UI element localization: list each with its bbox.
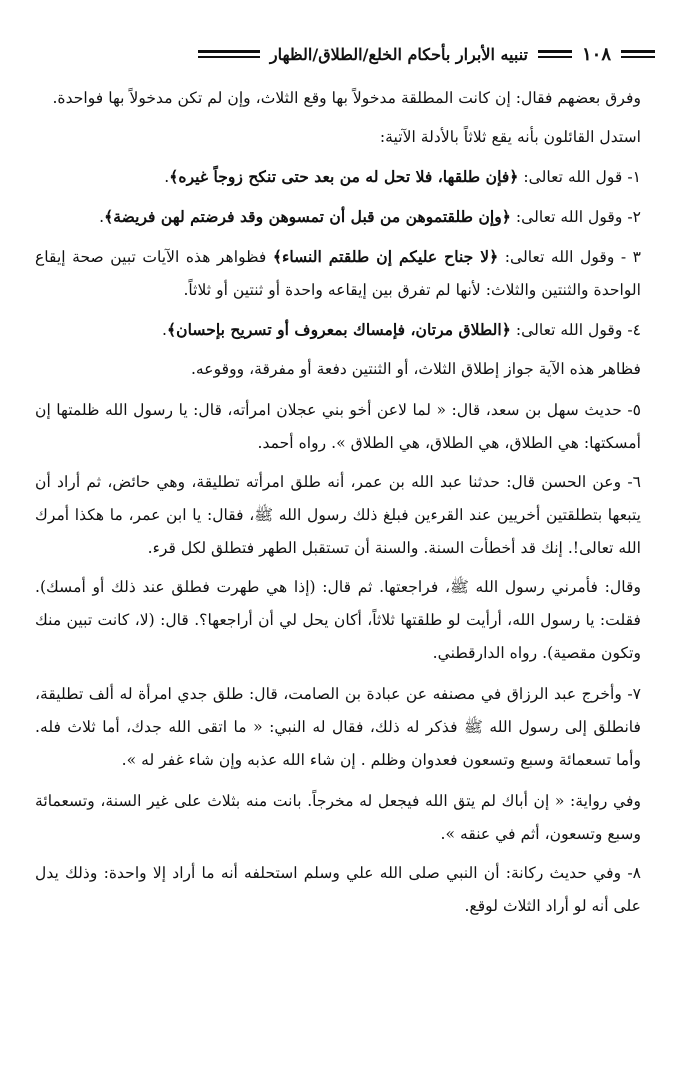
paragraph-text: استدل القائلون بأنه يقع ثلاثاً بالأدلة الآتية:: [379, 128, 641, 146]
paragraph-text: ٣ - وقول الله تعالى:: [498, 248, 642, 266]
paragraph: [35, 353, 641, 386]
paragraph-text: ٤- وقول الله تعالى:: [510, 321, 641, 339]
paragraph: [35, 466, 641, 565]
paragraph: [35, 857, 641, 923]
paragraph: [35, 82, 641, 115]
paragraph: [35, 200, 641, 234]
paragraph-text: .: [162, 321, 168, 339]
paragraph-text: ٨- وفي حديث ركانة: أن النبي صلى الله علي وسلم استحلفه أنه ما أراد إلا واحدة: وذلك يدل على أنه لو أراد الثلاث لوقع.: [35, 864, 641, 915]
paragraph-text: ٧- وأخرج عبد الرزاق في مصنفه عن عبادة بن الصامت، قال: طلق جدي امرأة له ألف تطليقة، فانطلق إلى رسول الله ﷺ فذكر له ذلك، فقال له النبي: « ما اتقى الله جدك، أما ثلاث فله. وأما تسعمائة وسبع وتسعون فعدوان وظلم . إن شاء الله عذبه وإن شاء غفر له ».: [35, 685, 641, 769]
paragraph: [35, 678, 641, 777]
body-text: [35, 82, 641, 929]
quran-verse: ﴿لا جناح عليكم إن طلقتم النساء﴾: [272, 247, 499, 266]
header-rule-middle: [538, 50, 572, 58]
paragraph: [35, 394, 641, 460]
paragraph-text: فظاهر هذه الآية جواز إطلاق الثلاث، أو الثنتين دفعة أو مفرقة، ووقوعه.: [190, 360, 641, 378]
paragraph-text: وقال: فأمرني رسول الله ﷺ، فراجعتها. ثم قال: (إذا هي طهرت فطلق عند ذلك أو أمسك). فقلت: يا رسول الله، أرأيت لو طلقتها ثلاثاً، أكان يحل لي أن أراجعها؟. قال: (لا، كانت تبين منك وتكون مقصية). رواه الدارقطني.: [35, 578, 641, 662]
paragraph-text: ٥- حديث سهل بن سعد، قال: « لما لاعن أخو بني عجلان امرأته، قال: يا رسول الله ظلمتها إن أمسكتها: هي الطلاق، هي الطلاق، هي الطلاق ». رواه أحمد.: [35, 401, 641, 452]
paragraph-text: ٢- وقول الله تعالى:: [510, 208, 641, 226]
paragraph-text: وفرق بعضهم فقال: إن كانت المطلقة مدخولاً بها وقع الثلاث، وإن لم تكن مدخولاً بها فواحدة.: [52, 89, 641, 107]
page-number: ١٠٨: [581, 43, 611, 65]
book-title: تنبيه الأبرار بأحكام الخلع/الطلاق/الظهار: [269, 44, 528, 64]
paragraph-text: ١- قول الله تعالى:: [518, 168, 641, 186]
quran-verse: ﴿الطلاق مرتان، فإمساك بمعروف أو تسريح بإحسان﴾: [167, 320, 511, 339]
header-rule-right: [621, 50, 655, 58]
paragraph: [35, 571, 641, 670]
paragraph-text: وفي رواية: « إن أباك لم يتق الله فيجعل له مخرجاً. بانت منه بثلاث على غير السنة، وتسعمائة وسبع وتسعون، أثم في عنقه ».: [35, 792, 641, 843]
paragraph-text: فظواهر هذه الآيات تبين صحة إيقاع الواحدة والثنتين والثلاث: لأنها لم تفرق بين إيقاعه واحدة أو ثنتين أو ثلاثاً.: [35, 248, 641, 299]
quran-verse: ﴿فإن طلقها، فلا تحل له من بعد حتى تنكح زوجاً غيره﴾: [169, 167, 519, 186]
paragraph-text: .: [164, 168, 170, 186]
paragraph: [35, 785, 641, 851]
paragraph: [35, 240, 641, 307]
paragraph-text: ٦- وعن الحسن قال: حدثنا عبد الله بن عمر، أنه طلق امرأته تطليقة، وهي حائض، ثم أراد أن يتبعها بتطلقتين أخريين عند القرءين فبلغ ذلك رسول الله ﷺ، فقال: يا ابن عمر، ما هكذا أمرك الله تعالى!. إنك قد أخطأت السنة. والسنة أن تستقبل الطهر فتطلق لكل قرء.: [35, 473, 641, 557]
quran-verse: ﴿وإن طلقتموهن من قبل أن تمسوهن وقد فرضتم لهن فريضة﴾: [104, 207, 511, 226]
header-rule-left: [198, 50, 260, 58]
running-header: [20, 40, 655, 68]
paragraph: [35, 313, 641, 347]
paragraph-text: .: [99, 208, 105, 226]
paragraph: [35, 121, 641, 154]
paragraph: [35, 160, 641, 194]
